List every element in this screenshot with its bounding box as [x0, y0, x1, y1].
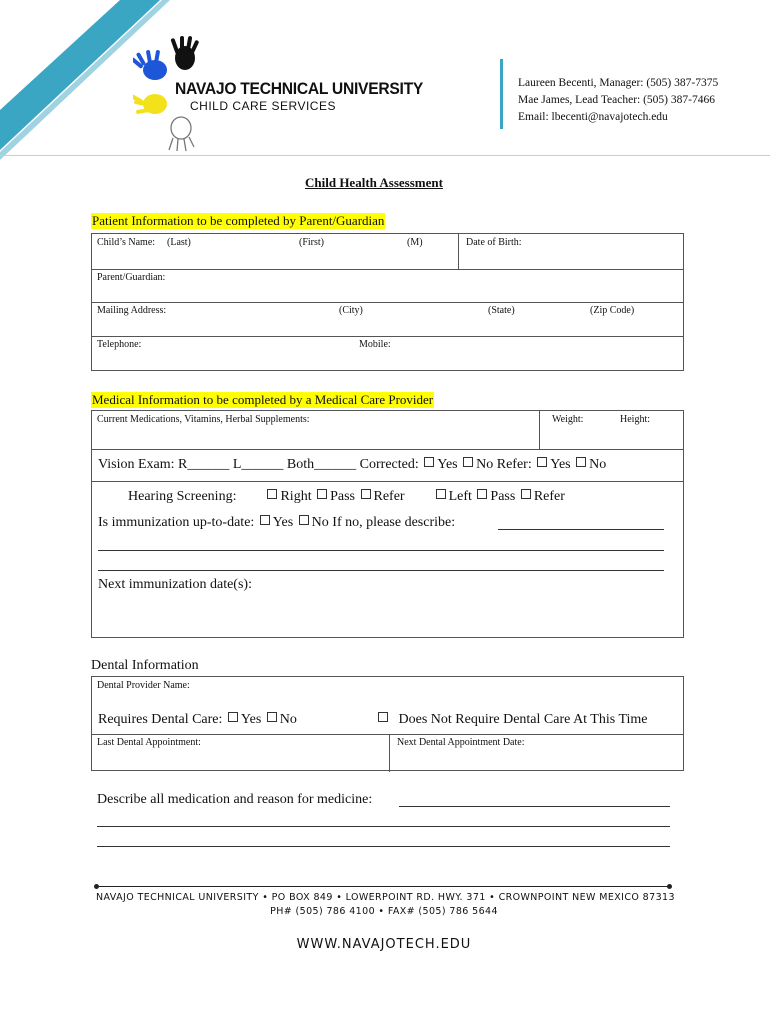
- first-name-label: (First): [299, 237, 324, 248]
- immunization-row: [98, 515, 455, 531]
- zip-label: (Zip Code): [590, 305, 635, 316]
- requires-dental-row: [98, 712, 297, 728]
- dental-yes-label: Yes: [240, 712, 262, 727]
- immunization-label: Is immunization up-to-date:: [98, 515, 255, 530]
- hearing-row: [128, 489, 565, 505]
- mailing-address-label: Mailing Address:: [97, 305, 167, 316]
- describe-medication-line-2[interactable]: [97, 826, 670, 827]
- patient-section-heading: Patient Information to be completed by Parent/Guardian: [92, 213, 385, 228]
- corrected-yes-label: Yes: [437, 457, 458, 472]
- contact-teacher: Mae James, Lead Teacher: (505) 387-7466: [518, 94, 715, 106]
- parent-guardian-label: Parent/Guardian:: [97, 272, 166, 283]
- dental-no-checkbox[interactable]: [267, 712, 277, 722]
- hearing-left-refer-checkbox[interactable]: [521, 489, 531, 499]
- patient-info-box: [91, 233, 684, 371]
- corrected-no-label: No: [476, 457, 494, 472]
- org-subtitle: CHILD CARE SERVICES: [190, 99, 336, 113]
- hearing-right-refer-checkbox[interactable]: [361, 489, 371, 499]
- describe-medication-label: Describe all medication and reason for medicine:: [97, 792, 373, 807]
- dental-info-box: [91, 676, 684, 771]
- refer-no-label: No: [589, 457, 607, 472]
- not-require-dental-label: Does Not Require Dental Care At This Time: [398, 712, 648, 727]
- header-rule: [0, 155, 770, 156]
- telephone-label: Telephone:: [97, 339, 142, 350]
- describe-medication-line-1[interactable]: [399, 806, 670, 807]
- last-name-label: (Last): [167, 237, 191, 248]
- header-divider: [500, 59, 503, 129]
- not-require-dental-checkbox[interactable]: [378, 712, 388, 722]
- footer-phone-fax: PH# (505) 786 4100 • FAX# (505) 786 5644: [270, 906, 498, 917]
- hearing-left-checkbox[interactable]: [436, 489, 446, 499]
- footer-website-link[interactable]: WWW.NAVAJOTECH.EDU: [296, 937, 472, 952]
- footer-rule-dot-right: [667, 884, 672, 889]
- immunization-no-label: No If no, please describe:: [311, 515, 456, 530]
- footer-address: NAVAJO TECHNICAL UNIVERSITY • PO BOX 849 • LOWERPOINT RD. HWY. 371 • CROWNPOINT NEW MEXICO 87313: [96, 892, 675, 903]
- hearing-left-label: Left: [448, 489, 472, 504]
- vision-exam-row: [98, 457, 606, 473]
- medications-label: Current Medications, Vitamins, Herbal Supplements:: [97, 414, 310, 425]
- state-label: (State): [488, 305, 515, 316]
- contact-manager: Laureen Becenti, Manager: (505) 387-7375: [518, 77, 719, 89]
- hearing-right-pass-label: Pass: [330, 489, 355, 504]
- hearing-right-checkbox[interactable]: [267, 489, 277, 499]
- weight-label: Weight:: [552, 414, 584, 425]
- hearing-left-refer-label: Refer: [533, 489, 565, 504]
- hearing-left-pass-checkbox[interactable]: [477, 489, 487, 499]
- corrected-no-checkbox[interactable]: [463, 457, 473, 467]
- vision-exam-label: Vision Exam: R______ L______ Both______ Corrected:: [98, 457, 419, 472]
- next-immunization-label: Next immunization date(s):: [98, 577, 252, 592]
- medical-section-heading: Medical Information to be completed by a Medical Care Provider: [92, 392, 434, 407]
- dental-section-heading: Dental Information: [91, 658, 199, 673]
- immunization-describe-line-3[interactable]: [98, 570, 664, 571]
- dob-label: Date of Birth:: [466, 237, 522, 248]
- city-label: (City): [339, 305, 363, 316]
- dental-no-label: No: [279, 712, 297, 727]
- hearing-right-refer-label: Refer: [373, 489, 405, 504]
- next-dental-appointment-label: Next Dental Appointment Date:: [397, 737, 525, 748]
- contact-block: [518, 75, 718, 126]
- corrected-yes-checkbox[interactable]: [424, 457, 434, 467]
- medical-info-box: [91, 410, 684, 638]
- refer-yes-label: Yes: [550, 457, 571, 472]
- refer-no-checkbox[interactable]: [576, 457, 586, 467]
- hearing-right-pass-checkbox[interactable]: [317, 489, 327, 499]
- hearing-label: Hearing Screening:: [128, 489, 237, 504]
- height-label: Height:: [620, 414, 650, 425]
- dental-yes-checkbox[interactable]: [228, 712, 238, 722]
- dob-divider: [458, 234, 459, 269]
- immunization-describe-line[interactable]: [498, 529, 664, 530]
- last-dental-appointment-label: Last Dental Appointment:: [97, 737, 201, 748]
- immunization-yes-label: Yes: [272, 515, 294, 530]
- requires-dental-label: Requires Dental Care:: [98, 712, 223, 727]
- page-title: Child Health Assessment: [305, 175, 443, 190]
- hearing-left-pass-label: Pass: [490, 489, 516, 504]
- mobile-label: Mobile:: [359, 339, 391, 350]
- refer-label: Refer:: [496, 457, 532, 472]
- dental-provider-label: Dental Provider Name:: [97, 680, 190, 691]
- not-require-dental-row: [376, 712, 648, 728]
- contact-email: Email: lbecenti@navajotech.edu: [518, 111, 668, 123]
- immunization-yes-checkbox[interactable]: [260, 515, 270, 525]
- footer-rule-dot-left: [94, 884, 99, 889]
- describe-medication-line-3[interactable]: [97, 846, 670, 847]
- hearing-right-label: Right: [280, 489, 312, 504]
- child-name-label: Child’s Name:: [97, 237, 156, 248]
- middle-initial-label: (M): [407, 237, 423, 248]
- footer-rule: [96, 886, 670, 887]
- immunization-describe-line-2[interactable]: [98, 550, 664, 551]
- immunization-no-checkbox[interactable]: [299, 515, 309, 525]
- org-name: NAVAJO TECHNICAL UNIVERSITY: [175, 79, 424, 98]
- refer-yes-checkbox[interactable]: [537, 457, 547, 467]
